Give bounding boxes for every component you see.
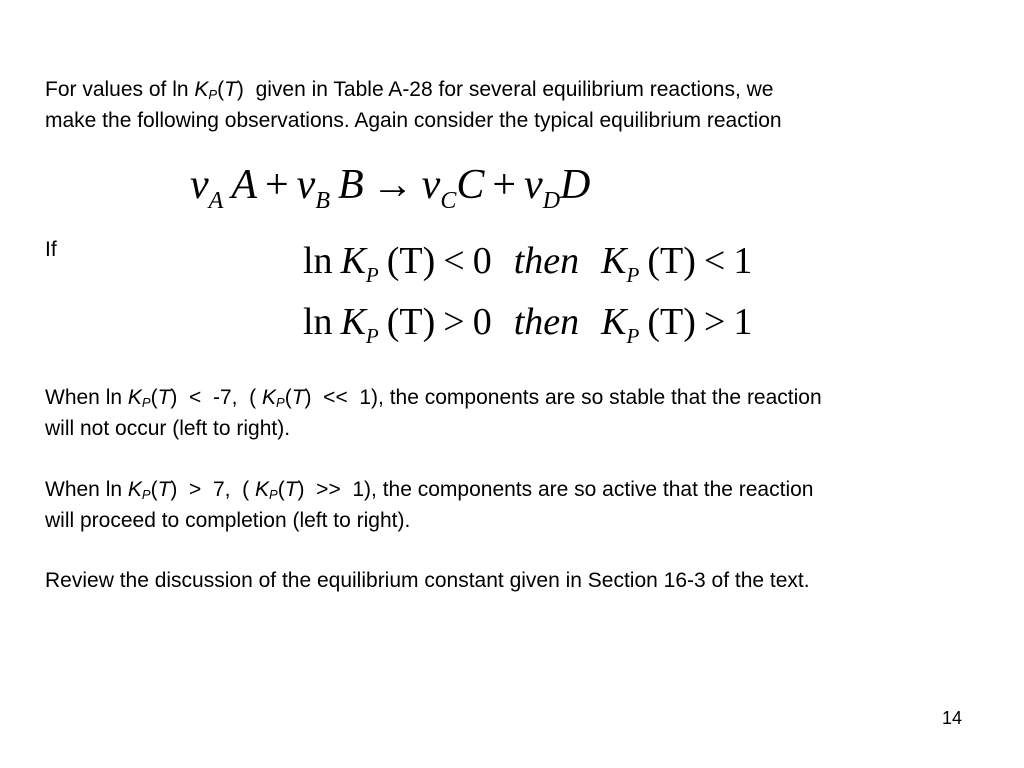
active-kp-2: K: [255, 478, 270, 501]
nu-a-subscript: A: [208, 188, 224, 214]
kp-1b: K: [601, 240, 627, 282]
kp-2-subscript: P: [365, 324, 379, 348]
t-arg-2: (T): [386, 301, 436, 343]
active-t-2: T: [284, 478, 298, 501]
kp-2b-subscript: P: [626, 324, 640, 348]
species-a: A: [231, 162, 257, 208]
active-rest: ) >> 1), the components are so active that the reaction: [297, 478, 814, 501]
stable-t-2: T: [291, 386, 305, 409]
relation-1: <: [443, 240, 465, 282]
kp-subscript: P: [208, 87, 218, 102]
t-arg-2b: (T): [647, 301, 696, 343]
stable-kp-subscript: P: [141, 395, 151, 410]
value-2b: 1: [733, 301, 753, 343]
reaction-equation: [190, 155, 590, 215]
active-line-2: will proceed to completion (left to right).: [45, 509, 411, 532]
intro-line-2: make the following observations. Again consider the typical equilibrium reaction: [45, 109, 782, 132]
nu-c: ν: [421, 162, 441, 208]
stable-line-2: will not occur (left to right).: [45, 417, 291, 440]
stable-mid: ) < -7, (: [170, 386, 262, 409]
species-d: D: [560, 162, 591, 208]
value-2: 0: [472, 301, 492, 343]
plus-2: +: [492, 162, 517, 208]
stable-prefix: When ln: [45, 386, 128, 409]
active-t: T: [157, 478, 171, 501]
ln-2: ln: [303, 301, 333, 343]
active-paragraph: [45, 474, 1005, 536]
stable-rest: ) << 1), the components are so stable that the reaction: [304, 386, 822, 409]
kp-1b-subscript: P: [626, 263, 640, 287]
stable-kp-2: K: [262, 386, 277, 409]
intro-paragraph: [45, 74, 1005, 136]
intro-prefix: For values of ln: [45, 78, 195, 101]
relation-1b: <: [703, 240, 726, 282]
relation-2: >: [443, 301, 465, 343]
kp-symbol: K: [194, 78, 209, 101]
kp-2b: K: [601, 301, 627, 343]
nu-c-subscript: C: [440, 188, 457, 214]
paren-close: ): [236, 78, 244, 101]
active-line-1: When $\ln K_P(T) > 7$, ( $K_P(T) >> 1$), the components are so active that the reaction: [45, 478, 814, 502]
stable-kp-2-subscript: P: [276, 395, 285, 410]
value-1: 0: [472, 240, 492, 282]
t-arg-1b: (T): [647, 240, 696, 282]
page-number: 14: [941, 708, 962, 728]
intro-line-1-rest: given in Table A-28 for several equilibrium reactions, we: [243, 78, 774, 101]
reaction-arrow: →: [371, 162, 414, 208]
active-mid: ) > 7, (: [170, 478, 255, 501]
active-kp-2-subscript: P: [269, 487, 278, 502]
relation-2b: >: [703, 301, 726, 343]
nu-d-subscript: D: [542, 188, 561, 214]
ln-1: ln: [303, 240, 333, 282]
kp-2: K: [340, 301, 366, 343]
stable-t: T: [157, 386, 171, 409]
condition-2: [303, 297, 752, 347]
species-b: B: [338, 162, 364, 208]
nu-a: ν: [190, 162, 209, 208]
nu-d: ν: [524, 162, 543, 208]
stable-kp: K: [127, 386, 142, 409]
stable-paragraph: [45, 382, 1005, 444]
t-arg-1: (T): [386, 240, 436, 282]
kp-1-subscript: P: [365, 263, 379, 287]
condition-1: [303, 236, 752, 286]
intro-line-1: [45, 74, 1005, 105]
active-prefix: When ln: [45, 478, 128, 501]
review-paragraph: Review the discussion of the equilibrium constant given in Section 16-3 of the text.: [45, 569, 810, 592]
plus-1: +: [264, 162, 289, 208]
nu-b-subscript: B: [315, 188, 330, 214]
active-kp: K: [127, 478, 142, 501]
stable-line-1: When $\ln K_P(T) < -7$, ( $K_P(T) << 1$), the components are so stable that the reaction: [45, 386, 822, 410]
kp-1: K: [340, 240, 366, 282]
t-symbol: T: [224, 78, 237, 101]
species-c: C: [456, 162, 485, 208]
if-label: If: [45, 238, 57, 261]
active-kp-subscript: P: [141, 487, 151, 502]
then-1: then: [513, 240, 580, 282]
paren-open: (: [217, 78, 225, 101]
nu-b: ν: [296, 162, 316, 208]
then-2: then: [513, 301, 580, 343]
value-1b: 1: [733, 240, 753, 282]
